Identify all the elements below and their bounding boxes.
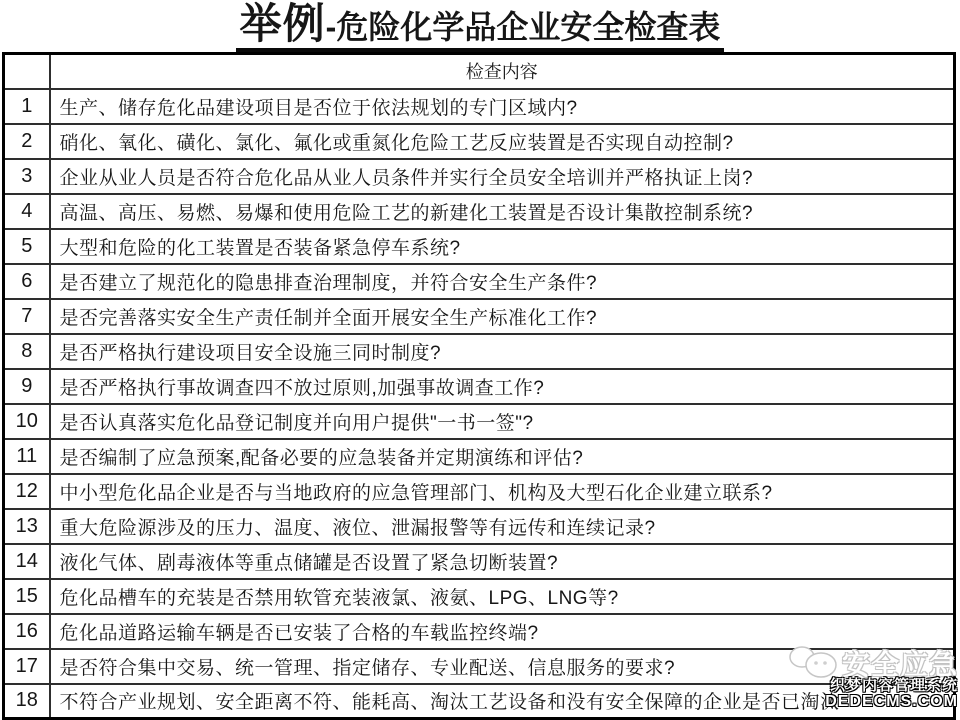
table-row [4, 369, 955, 404]
row-number: 3 [4, 159, 50, 194]
table-row [4, 124, 955, 159]
row-number: 4 [4, 194, 50, 229]
table-row [4, 264, 955, 299]
row-question: 硝化、氧化、磺化、氯化、氟化或重氮化危险工艺反应装置是否实现自动控制? [50, 124, 955, 159]
safety-checklist-table [2, 52, 956, 720]
table-row [4, 89, 955, 124]
row-number: 7 [4, 299, 50, 334]
row-question: 是否编制了应急预案,配备必要的应急装备并定期演练和评估? [50, 439, 955, 474]
page-title [236, 1, 725, 52]
table-row [4, 404, 955, 439]
table-header [4, 54, 955, 89]
row-number: 6 [4, 264, 50, 299]
row-number: 5 [4, 229, 50, 264]
row-question: 是否完善落实安全生产责任制并全面开展安全生产标准化工作? [50, 299, 955, 334]
table-row [4, 579, 955, 614]
row-number: 18 [4, 684, 50, 719]
header-label: 检查内容 [50, 54, 955, 89]
row-question: 是否严格执行建设项目安全设施三同时制度? [50, 334, 955, 369]
table-row [4, 614, 955, 649]
row-question: 大型和危险的化工装置是否装备紧急停车系统? [50, 229, 955, 264]
table-row [4, 439, 955, 474]
table-row [4, 509, 955, 544]
row-number: 16 [4, 614, 50, 649]
title-prefix: 举例 [239, 0, 326, 47]
row-number: 2 [4, 124, 50, 159]
table-row [4, 299, 955, 334]
watermark-cms-text: 织梦内容管理系统 [829, 677, 958, 694]
row-number: 14 [4, 544, 50, 579]
row-question: 是否严格执行事故调查四不放过原则,加强事故调查工作? [50, 369, 955, 404]
row-question: 企业从业人员是否符合危化品从业人员条件并实行全员安全培训并严格执证上岗? [50, 159, 955, 194]
row-question: 重大危险源涉及的压力、温度、液位、泄漏报警等有远传和连续记录? [50, 509, 955, 544]
table-row [4, 544, 955, 579]
table-row [4, 334, 955, 369]
row-number: 13 [4, 509, 50, 544]
title-area [0, 0, 960, 52]
table-row [4, 474, 955, 509]
row-number: 9 [4, 369, 50, 404]
row-question: 是否认真落实危化品登记制度并向用户提供"一书一签"? [50, 404, 955, 439]
row-question: 是否建立了规范化的隐患排查治理制度，并符合安全生产条件? [50, 264, 955, 299]
row-question: 不符合产业规划、安全距离不符、能耗高、淘汰工艺设备和没有安全保障的企业是否已淘汰 [50, 684, 955, 719]
watermark-domain-text: DEDECMS.COM [825, 693, 958, 710]
header-row [4, 54, 955, 89]
row-question: 是否符合集中交易、统一管理、指定储存、专业配送、信息服务的要求? [50, 649, 955, 684]
row-number: 8 [4, 334, 50, 369]
row-question: 高温、高压、易燃、易爆和使用危险工艺的新建化工装置是否设计集散控制系统? [50, 194, 955, 229]
row-number: 11 [4, 439, 50, 474]
table-row [4, 159, 955, 194]
row-question: 液化气体、剧毒液体等重点储罐是否设置了紧急切断装置? [50, 544, 955, 579]
row-number: 10 [4, 404, 50, 439]
table-row [4, 229, 955, 264]
table-row [4, 684, 955, 719]
header-empty-cell [4, 54, 50, 89]
row-number: 15 [4, 579, 50, 614]
table-row [4, 194, 955, 229]
table-row [4, 649, 955, 684]
checklist-body [4, 89, 955, 719]
row-question: 中小型危化品企业是否与当地政府的应急管理部门、机构及大型石化企业建立联系? [50, 474, 955, 509]
row-question: 危化品道路运输车辆是否已安装了合格的车载监控终端? [50, 614, 955, 649]
row-number: 1 [4, 89, 50, 124]
row-question: 生产、储存危化品建设项目是否位于依法规划的专门区域内? [50, 89, 955, 124]
title-suffix: -危险化学品企业安全检查表 [325, 9, 721, 45]
row-question: 危化品槽车的充装是否禁用软管充装液氯、液氨、LPG、LNG等? [50, 579, 955, 614]
row-number: 12 [4, 474, 50, 509]
row-number: 17 [4, 649, 50, 684]
watermark-brand-text: 安全应急 [841, 649, 958, 680]
